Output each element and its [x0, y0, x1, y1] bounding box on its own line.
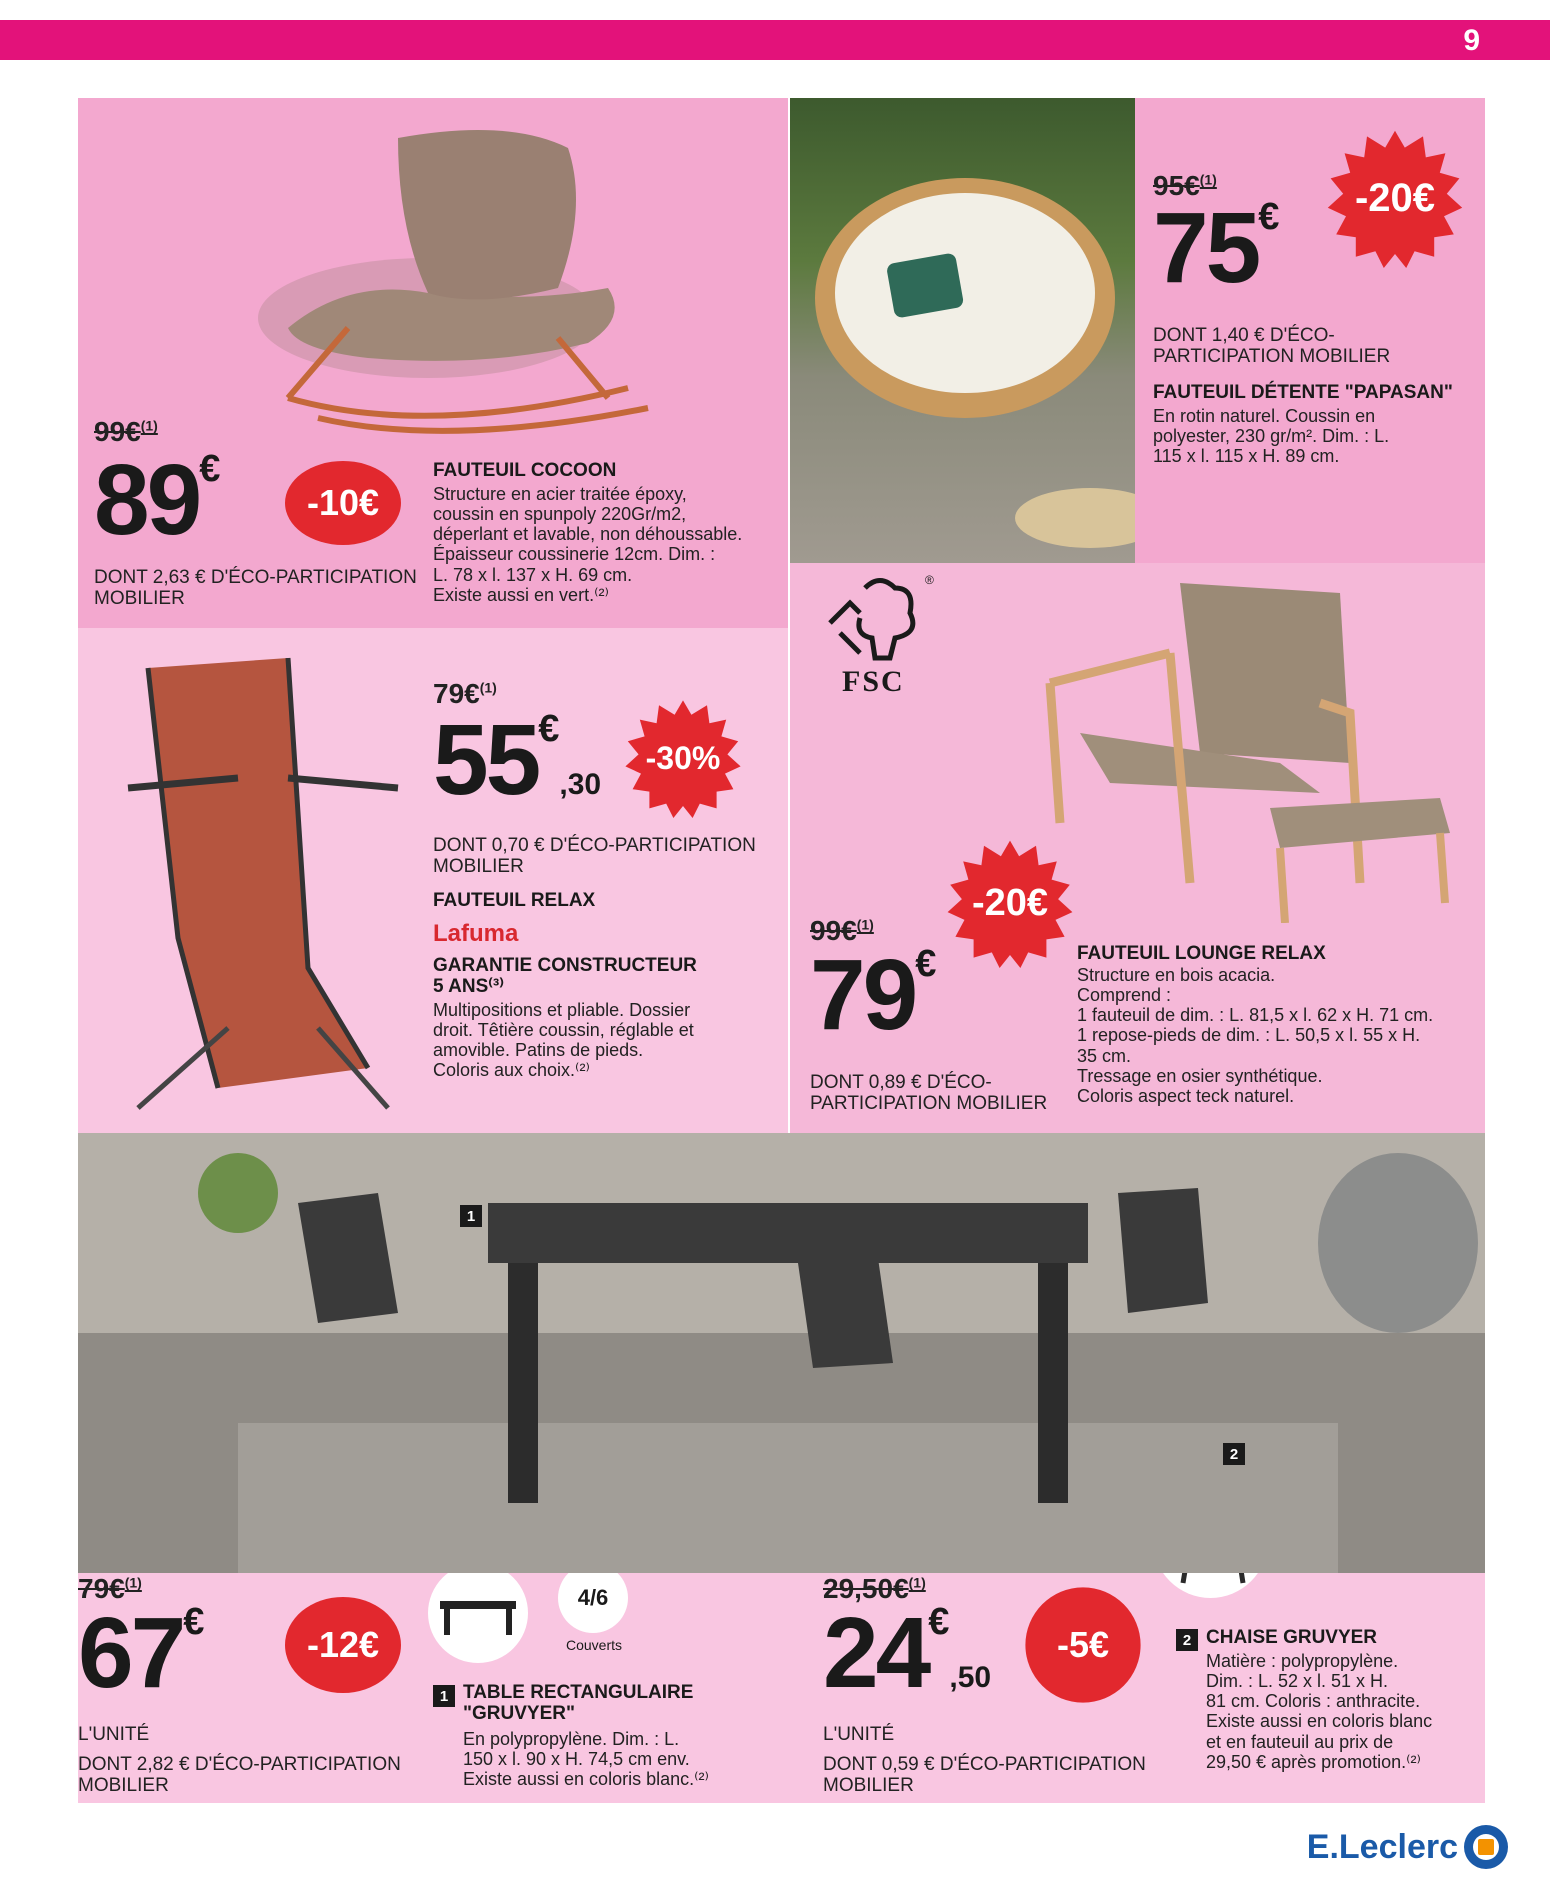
papasan-price: 75€ — [1153, 192, 1280, 304]
relax-panel — [78, 628, 788, 1133]
header-bar — [0, 20, 1550, 60]
leclerc-logo — [1307, 1825, 1508, 1869]
lounge-price: 79€ — [810, 939, 937, 1051]
table-badge: 1 — [433, 1685, 455, 1707]
chair-title: CHAISE GRUVYER — [1206, 1627, 1378, 1648]
fsc-label: FSC — [842, 665, 905, 698]
cocoon-eco: DONT 2,63 € D'ÉCO-PARTICIPATION MOBILIER — [94, 567, 417, 609]
covers-label: Couverts — [566, 1637, 623, 1653]
relax-description: Multipositions et pliable. Dossier droit. Têtière coussin, réglable et amovible. Patins de pieds. Coloris aux choix.⁽²⁾ — [433, 1000, 694, 1081]
chair-description: Matière : polypropylène. Dim. : L. 52 x l. 51 x H. 81 cm. Coloris : anthracite. Existe aussi en coloris blanc et en fauteuil au prix de 29,50 € après promotion.⁽²⁾ — [1206, 1651, 1433, 1772]
papasan-eco: DONT 1,40 € D'ÉCO-PARTICIPATION MOBILIER — [1153, 325, 1391, 367]
bottom-panel — [78, 1573, 1485, 1803]
table-old-price: 79€$^{(1)}$ — [78, 1573, 142, 1604]
page-number: 9 — [1463, 24, 1480, 57]
table-unit: L'UNITÉ — [78, 1724, 150, 1745]
fsc-logo — [820, 573, 940, 703]
cocoon-description: Structure en acier traitée époxy, coussin en spunpoly 220Gr/m2, déperlant et lavable, non déhoussable. Épaisseur coussinerie 12cm. Dim. : L. 78 x l. 137 x H. 69 cm. Existe aussi en vert.⁽²⁾ — [433, 484, 743, 605]
lounge-discount-badge: -20€ — [945, 838, 1075, 968]
relax-price: 55€,30 — [433, 704, 602, 816]
papasan-panel — [1135, 98, 1485, 563]
relax-chair-image — [108, 638, 418, 1118]
lounge-old-price: 99€$^{(1)}$ — [810, 915, 874, 946]
chair-badge-photo: 2 — [1223, 1443, 1245, 1465]
papasan-old-price: 95€$^{(1)}$ — [1153, 170, 1217, 201]
papasan-photo — [790, 98, 1135, 563]
leclerc-mark-icon — [1464, 1825, 1508, 1869]
chair-price: 24€,50 — [823, 1597, 992, 1709]
table-thumbnail — [428, 1573, 528, 1663]
covers-count: 4/6 — [577, 1585, 609, 1610]
papasan-discount-badge: -20€ — [1325, 128, 1465, 268]
table-price: 67€ — [78, 1597, 205, 1709]
cocoon-panel — [78, 98, 788, 628]
relax-old-price: 79€$^{(1)}$ — [433, 678, 497, 709]
chair-eco: DONT 0,59 € D'ÉCO-PARTICIPATION MOBILIER — [823, 1754, 1146, 1796]
relax-title: FAUTEUIL RELAX — [433, 890, 596, 911]
table-badge-photo: 1 — [460, 1205, 482, 1227]
cocoon-title: FAUTEUIL COCOON — [433, 460, 617, 481]
covers-icon — [558, 1573, 628, 1633]
cocoon-price: 89€ — [94, 444, 221, 556]
lounge-title: FAUTEUIL LOUNGE RELAX — [1077, 943, 1326, 964]
relax-eco: DONT 0,70 € D'ÉCO-PARTICIPATION MOBILIER — [433, 835, 756, 877]
papasan-description: En rotin naturel. Coussin en polyester, 230 gr/m². Dim. : L. 115 x l. 115 x H. 89 cm. — [1153, 406, 1390, 467]
chair-old-price: 29,50€$^{(1)}$ — [823, 1573, 926, 1604]
table-eco: DONT 2,82 € D'ÉCO-PARTICIPATION MOBILIER — [78, 1754, 401, 1796]
lafuma-logo: Lafuma — [433, 920, 519, 947]
table-description: En polypropylène. Dim. : L. 150 x l. 90 x H. 74,5 cm env. Existe aussi en coloris blanc.⁽²⁾ — [463, 1729, 709, 1790]
lounge-chair-image — [1020, 563, 1470, 923]
dining-photo — [78, 1133, 1485, 1573]
lounge-panel — [790, 563, 1485, 1133]
fsc-tree-icon — [820, 573, 930, 663]
chair-thumbnail — [1153, 1573, 1268, 1598]
table-title: TABLE RECTANGULAIRE "GRUVYER" — [463, 1682, 694, 1724]
chair-badge: 2 — [1176, 1629, 1198, 1651]
chair-discount-badge: -5€ — [1023, 1585, 1143, 1705]
relax-discount-badge: -30% — [623, 698, 743, 818]
table-discount-badge: -12€ — [283, 1595, 403, 1695]
cocoon-discount-badge: -10€ — [283, 458, 403, 548]
fsc-registered: ® — [925, 573, 934, 587]
cocoon-old-price: 99€$^{(1)}$ — [94, 416, 158, 447]
brand-name: E.Leclerc — [1306, 1827, 1458, 1866]
relax-warranty: GARANTIE CONSTRUCTEUR 5 ANS⁽³⁾ — [433, 955, 697, 997]
chair-unit: L'UNITÉ — [823, 1724, 895, 1745]
cocoon-chair-image — [228, 118, 678, 448]
lounge-description: Structure en bois acacia. Comprend : 1 fauteuil de dim. : L. 81,5 x l. 62 x H. 71 cm. 1 repose-pieds de dim. : L. 50,5 x l. 55 x H. 35 cm. Tressage en osier synthétique. Coloris aspect teck naturel. — [1077, 965, 1434, 1106]
lounge-eco: DONT 0,89 € D'ÉCO- PARTICIPATION MOBILIER — [810, 1072, 1048, 1114]
papasan-title: FAUTEUIL DÉTENTE "PAPASAN" — [1153, 382, 1453, 403]
